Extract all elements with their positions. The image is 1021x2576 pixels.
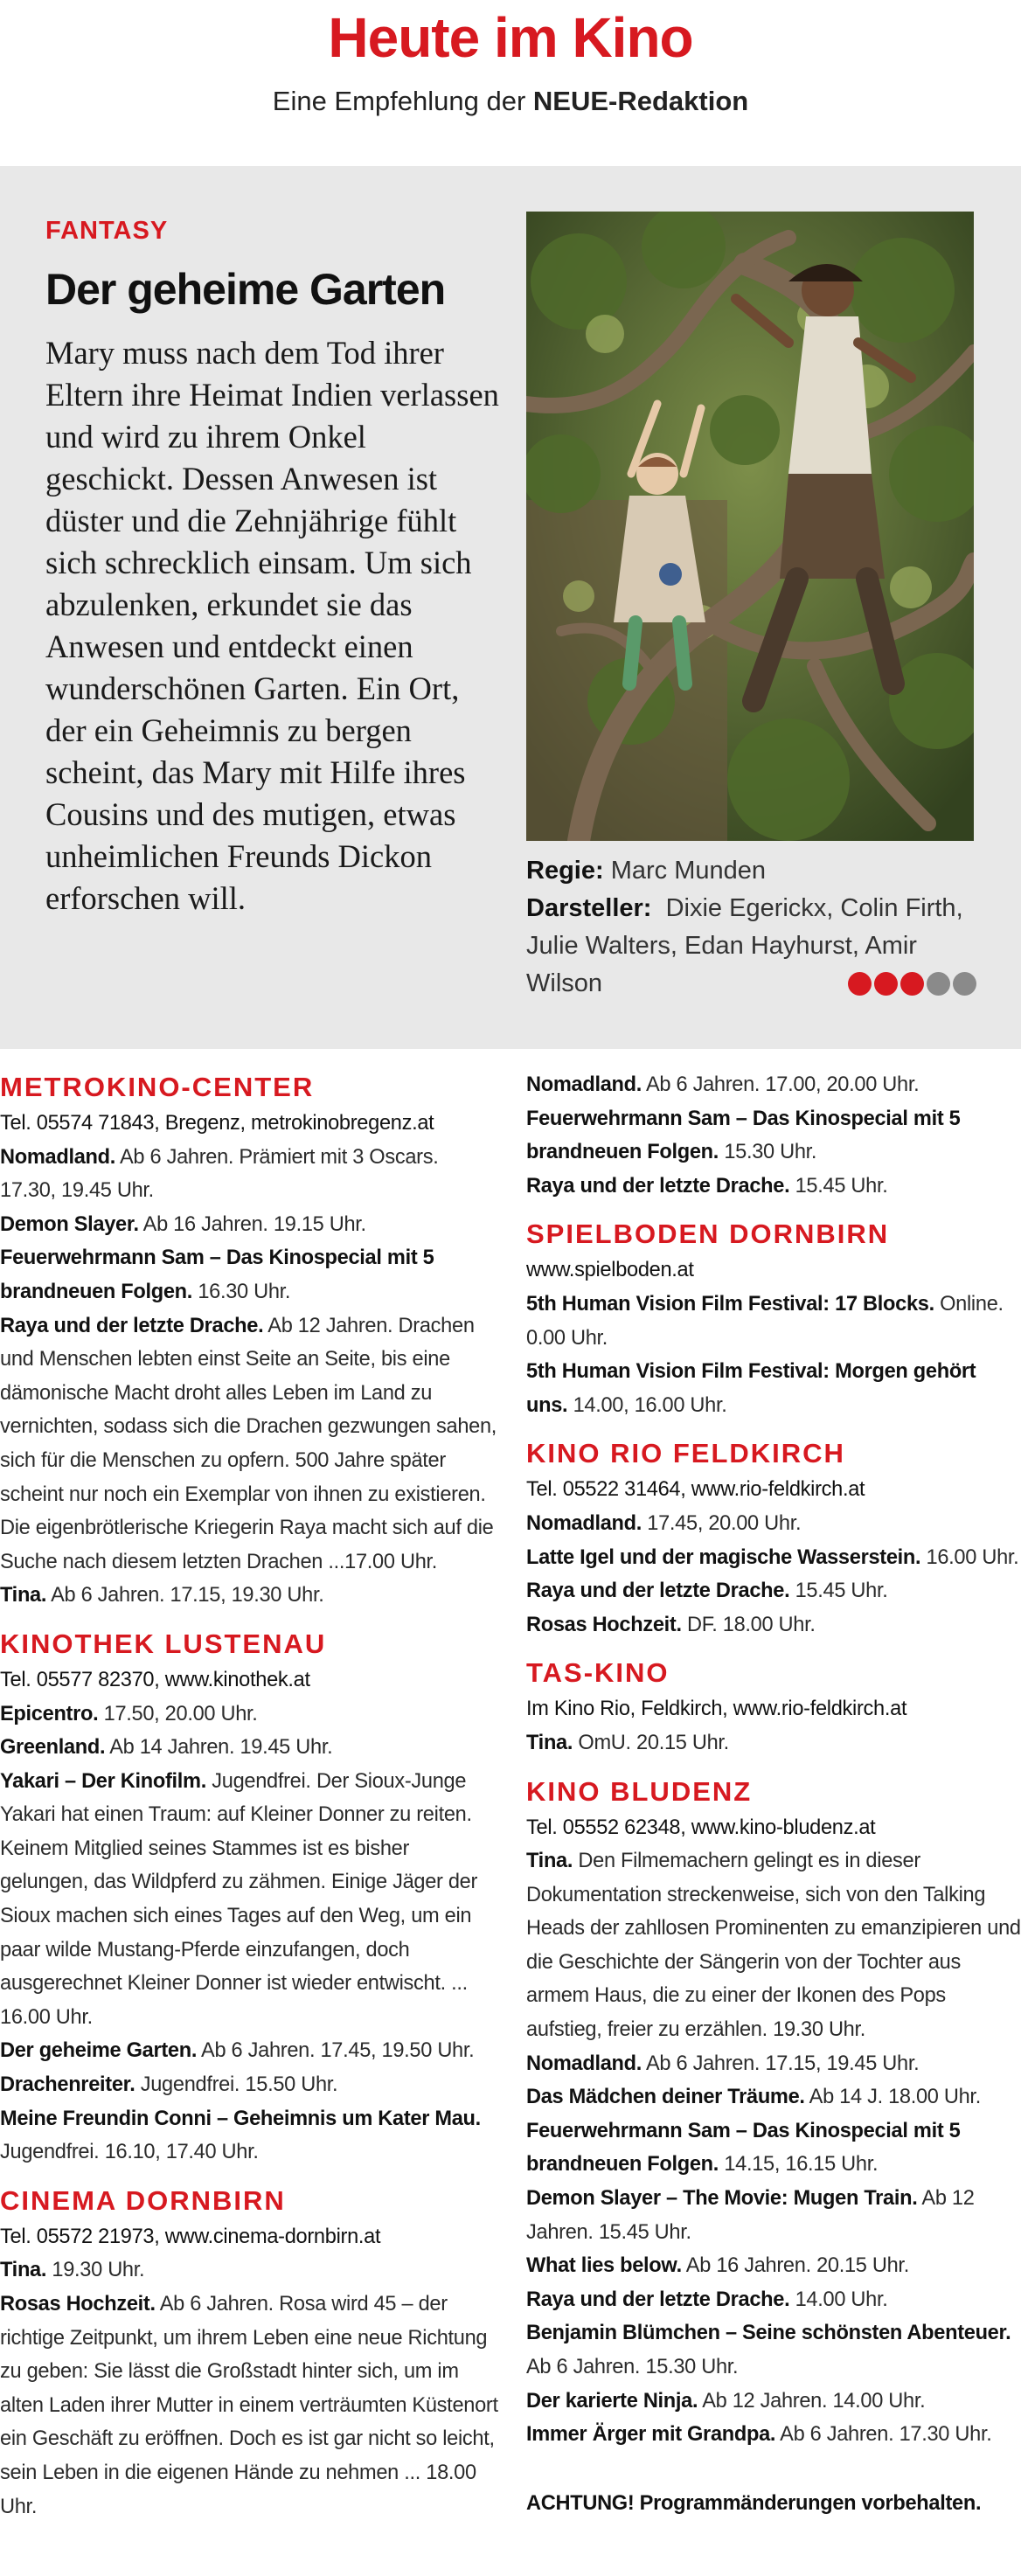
screening-title: Der geheime Garten. [0, 2039, 198, 2063]
masthead [0, 0, 1021, 166]
screening-entry [526, 2114, 1021, 2182]
screening-details: 17.50, 20.00 Uhr. [98, 1702, 258, 1725]
screening-title: Raya und der letzte Drache. [526, 1580, 790, 1603]
screening-details: Ab 6 Jahren. 17.15, 19.30 Uhr. [46, 1584, 324, 1607]
screening-title: Epicentro. [0, 1702, 99, 1725]
screening-title: Nomadland. [526, 1073, 642, 1096]
screening-details: Ab 6 Jahren. 17.30 Uhr. [775, 2423, 992, 2447]
cinema-column-left [0, 1068, 498, 2536]
screening-details: Ab 14 Jahren. 19.45 Uhr. [105, 1736, 333, 1760]
screening-details: Ab 16 Jahren. 20.15 Uhr. [681, 2254, 909, 2278]
screening-title: Feuerwehrmann Sam – Das Kinospecial mit 5 brandneuen Folgen. [526, 1107, 961, 1164]
screening-entry [526, 1726, 1021, 1760]
screening-title: Yakari – Der Kinofilm. [0, 1769, 206, 1793]
screening-details: 15.45 Uhr. [789, 1580, 888, 1603]
screening-title: Raya und der letzte Drache. [0, 1314, 264, 1337]
screening-details: Ab 16 Jahren. 19.15 Uhr. [138, 1212, 366, 1236]
screening-entry [0, 1579, 498, 1613]
film-genre: FANTASY [45, 217, 169, 245]
screening-details: DF. 18.00 Uhr. [681, 1613, 816, 1636]
screening-details: 16.30 Uhr. [192, 1280, 291, 1303]
screening-details: 16.00 Uhr. [920, 1545, 1019, 1569]
screening-entry [526, 1170, 1021, 1204]
screening-details: Ab 6 Jahren. 17.45, 19.50 Uhr. [197, 2039, 475, 2063]
screening-title: Nomadland. [526, 2052, 642, 2075]
rating-dot [900, 972, 924, 996]
screening-title: Feuerwehrmann Sam – Das Kinospecial mit 5 brandneuen Folgen. [526, 2119, 961, 2177]
screening-entry [0, 1731, 498, 1765]
page-subtitle [0, 84, 1021, 119]
film-synopsis: Mary muss nach dem Tod ihrer Eltern ihre Heimat Indien verlassen und wird zu ihrem Onkel geschickt. Dessen Anwesen ist düster und die Zehnjährige fühlt sich schrecklich einsam. Um sich abzulenken, erkundet sie das Anwesen und entdeckt einen wunderschönen Garten. Ein Ort, der ein Geheimnis zu bergen scheint, das Mary mit Hilfe ihres Cousins und des mutigen, etwas unheimlichen Freunds Dickon erforschen will. [45, 335, 499, 916]
screening-details: Ab 6 Jahren. Prämiert mit 3 Oscars. 17.30, 19.45 Uhr. [0, 1145, 439, 1203]
cinema-name: CINEMA DORNBIRN [0, 2184, 286, 2216]
director-name: Marc Munden [610, 857, 767, 885]
screening-title: Drachenreiter. [0, 2073, 135, 2097]
cinema-contact: Im Kino Rio, Feldkirch, www.rio-feldkirch.at [526, 1698, 907, 1721]
cast-label: Darsteller: [526, 894, 652, 922]
screening-entry [0, 1309, 498, 1580]
cinema-listing [0, 1625, 498, 2170]
screening-details: Ab 12 Jahren. Drachen und Menschen lebten einst Seite an Seite, bis eine dämonische Macht droht alles Leben im Land zu vernichten, sodass sich die Drachen gezwungen sahen, sich für die Menschen zu opfern. 500 Jahre später scheint nur noch ein Exemplar von ihnen zu existieren. Die eigenbrötlerische Kriegerin Raya macht sich auf die Suche nach diesem letzten Drachen ...17.00 Uhr. [0, 1314, 497, 1573]
cinema-listing [0, 2182, 498, 2524]
screening-entry [526, 1355, 1021, 1422]
screening-details: 19.30 Uhr. [46, 2259, 145, 2282]
screening-title: Tina. [526, 1850, 573, 1873]
screening-title: Demon Slayer – The Movie: Mugen Train. [526, 2187, 918, 2211]
cinema-contact: www.spielboden.at [526, 1259, 694, 1282]
screening-title: Raya und der letzte Drache. [526, 2288, 790, 2311]
screening-title: Greenland. [0, 1736, 106, 1760]
screening-entry [0, 2288, 498, 2524]
screening-entry [526, 2080, 1021, 2114]
screening-entry [0, 1208, 498, 1242]
screening-details: Jugendfrei. Der Sioux-Junge Yakari hat einen Traum: auf Kleiner Donner zu reiten. Keinem Mitglied seines Stammes ist es bisher gelungen, das Wildpferd zu zähmen. Einige Jäger der Sioux machen sich eines Tages auf den Weg, um ein paar wilde Mustang-Pferde einzufangen, doch ausgerechnet Kleiner Donner ist wieder entwischt. ... 16.00 Uhr. [0, 1769, 478, 2029]
screening-details: Ab 6 Jahren. Rosa wird 45 – der richtige Zeitpunkt, um ihrem Leben eine neue Richtung zu geben: Sie lässt die Großstadt hinter sich, um im alten Laden ihrer Mutter in einem verträumten Küstenort ein Geschäft zu eröffnen. Doch es ist gar nicht so leicht, sein Leben in die eigenen Hände zu nehmen ... 18.00 Uhr. [0, 2293, 498, 2518]
film-rating [848, 972, 976, 996]
screening-details: Ab 12 Jahren. 15.45 Uhr. [526, 2187, 975, 2244]
screening-title: Raya und der letzte Drache. [526, 1174, 790, 1198]
screening-entry [526, 1608, 1021, 1642]
screening-entry [0, 2068, 498, 2102]
rating-dot [927, 972, 950, 996]
screening-entry [526, 1507, 1021, 1541]
rating-dot [874, 972, 898, 996]
screening-entry [526, 1844, 1021, 2047]
film-still-illustration [526, 212, 974, 841]
screening-details: 15.30 Uhr. [719, 1141, 817, 1164]
cinema-listing [526, 1654, 1021, 1760]
screening-title: Rosas Hochzeit. [526, 1613, 682, 1636]
screening-details: Ab 14 J. 18.00 Uhr. [804, 2086, 981, 2109]
screening-details: OmU. 20.15 Uhr. [573, 1731, 729, 1754]
cinema-contact: Tel. 05577 82370, www.kinothek.at [0, 1668, 310, 1691]
screening-details: Jugendfrei. 16.10, 17.40 Uhr. [0, 2141, 259, 2164]
screening-title: Der karierte Ninja. [526, 2389, 698, 2413]
subtitle-brand: NEUE-Redaktion [532, 86, 749, 116]
cinema-listing [526, 1068, 1021, 1203]
screening-entry [526, 2418, 1021, 2452]
screening-title: 5th Human Vision Film Festival: 17 Blocks. [526, 1292, 934, 1316]
cast-names: Dixie Egerickx, Colin Firth, Julie Walters, Edan Hayhurst, Amir Wilson [526, 894, 963, 997]
cinema-contact: Tel. 05552 62348, www.kino-bludenz.at [526, 1816, 876, 1839]
rating-dot [848, 972, 872, 996]
screening-title: What lies below. [526, 2254, 682, 2278]
screening-details: Den Filmemachern gelingt es in dieser Dokumentation streckenweise, sich von den Talking Heads der zahllosen Prominenten zu emanzipieren und die Geschichte der Sängerin von der Tochter aus armem Haus, die zu einer der Ikonen des Pops aufstieg, freier zu erzählen. 19.30 Uhr. [526, 1850, 1021, 2042]
film-director [526, 852, 998, 890]
cinema-contact: Tel. 05522 31464, www.rio-feldkirch.at [526, 1478, 865, 1502]
screening-title: 5th Human Vision Film Festival: Morgen gehört uns. [526, 1360, 976, 1417]
cinema-contact: Tel. 05572 21973, www.cinema-dornbirn.at [0, 2225, 381, 2248]
screening-entry [0, 1765, 498, 2035]
screening-details: 14.00, 16.00 Uhr. [567, 1393, 727, 1417]
page-title: Heute im Kino [328, 6, 693, 69]
screening-title: Rosas Hochzeit. [0, 2293, 156, 2316]
program-notice: ACHTUNG! Programmänderungen vorbehalten. [526, 2491, 982, 2515]
screening-details: 17.45, 20.00 Uhr. [642, 1511, 802, 1535]
screening-entry [526, 1541, 1021, 1575]
screening-details: 14.15, 16.15 Uhr. [719, 2153, 879, 2177]
cinema-listing [526, 1773, 1021, 2452]
screening-entry [526, 2047, 1021, 2081]
cinema-name: KINOTHEK LUSTENAU [0, 1628, 327, 1659]
screening-title: Das Mädchen deiner Träume. [526, 2086, 805, 2109]
screening-details: Ab 6 Jahren. 15.30 Uhr. [526, 2356, 739, 2378]
screening-entry [526, 1102, 1021, 1170]
cinema-name: KINO BLUDENZ [526, 1775, 753, 1807]
screening-entry [0, 2253, 498, 2288]
screening-entry [0, 2034, 498, 2068]
screening-entry [0, 1698, 498, 1732]
featured-film [0, 166, 1021, 1049]
screening-entry [526, 2182, 1021, 2249]
cinema-listing [526, 1215, 1021, 1422]
cinema-name: TAS-KINO [526, 1657, 670, 1689]
screening-details: Ab 6 Jahren. 17.00, 20.00 Uhr. [642, 1073, 920, 1096]
film-still-photo [526, 212, 974, 841]
cinema-name: METROKINO-CENTER [0, 1072, 315, 1102]
screening-title: Tina. [526, 1731, 573, 1754]
screening-title: Benjamin Blümchen – Seine schönsten Abenteuer. [526, 2322, 1011, 2345]
cinema-listing [526, 1434, 1021, 1642]
screening-details: 14.00 Uhr. [789, 2288, 888, 2311]
rating-dot [953, 972, 976, 996]
screening-title: Nomadland. [526, 1511, 642, 1535]
subtitle-prefix: Eine Empfehlung der [272, 86, 533, 116]
screening-entry [0, 2102, 498, 2170]
screening-title: Nomadland. [0, 1145, 116, 1169]
cinema-listing [0, 1068, 498, 1613]
screening-entry [526, 1574, 1021, 1608]
cinema-contact: Tel. 05574 71843, Bregenz, metrokinobregenz.at [0, 1112, 434, 1135]
screening-title: Tina. [0, 1584, 47, 1607]
screening-entry [0, 1141, 498, 1208]
screening-title: Tina. [0, 2259, 47, 2282]
screening-entry [526, 1288, 1021, 1355]
cinema-name: KINO RIO FELDKIRCH [526, 1438, 845, 1469]
screening-title: Demon Slayer. [0, 1212, 139, 1236]
screening-title: Meine Freundin Conni – Geheimnis um Kater Mau. [0, 2107, 481, 2130]
screening-title: Immer Ärger mit Grandpa. [526, 2423, 776, 2447]
screening-title: Latte Igel und der magische Wasserstein. [526, 1545, 921, 1569]
screening-details: Online. 0.00 Uhr. [526, 1292, 1004, 1350]
screening-entry [0, 1241, 498, 1309]
screening-title: Feuerwehrmann Sam – Das Kinospecial mit 5 brandneuen Folgen. [0, 1246, 434, 1303]
screening-entry [526, 2385, 1021, 2419]
screening-entry [526, 2249, 1021, 2283]
screening-entry [526, 2283, 1021, 2317]
cinema-name: SPIELBODEN DORNBIRN [526, 1219, 890, 1250]
screening-entry [526, 1068, 1021, 1102]
screening-details: 15.45 Uhr. [789, 1174, 888, 1198]
screening-details: Jugendfrei. 15.50 Uhr. [135, 2073, 338, 2097]
film-title: Der geheime Garten [45, 265, 446, 314]
director-label: Regie: [526, 857, 604, 885]
cinema-column-right [526, 1068, 1021, 2520]
screening-details: Ab 12 Jahren. 14.00 Uhr. [698, 2389, 926, 2413]
screening-entry [526, 2316, 1021, 2384]
screening-details: Ab 6 Jahren. 17.15, 19.45 Uhr. [642, 2052, 920, 2075]
